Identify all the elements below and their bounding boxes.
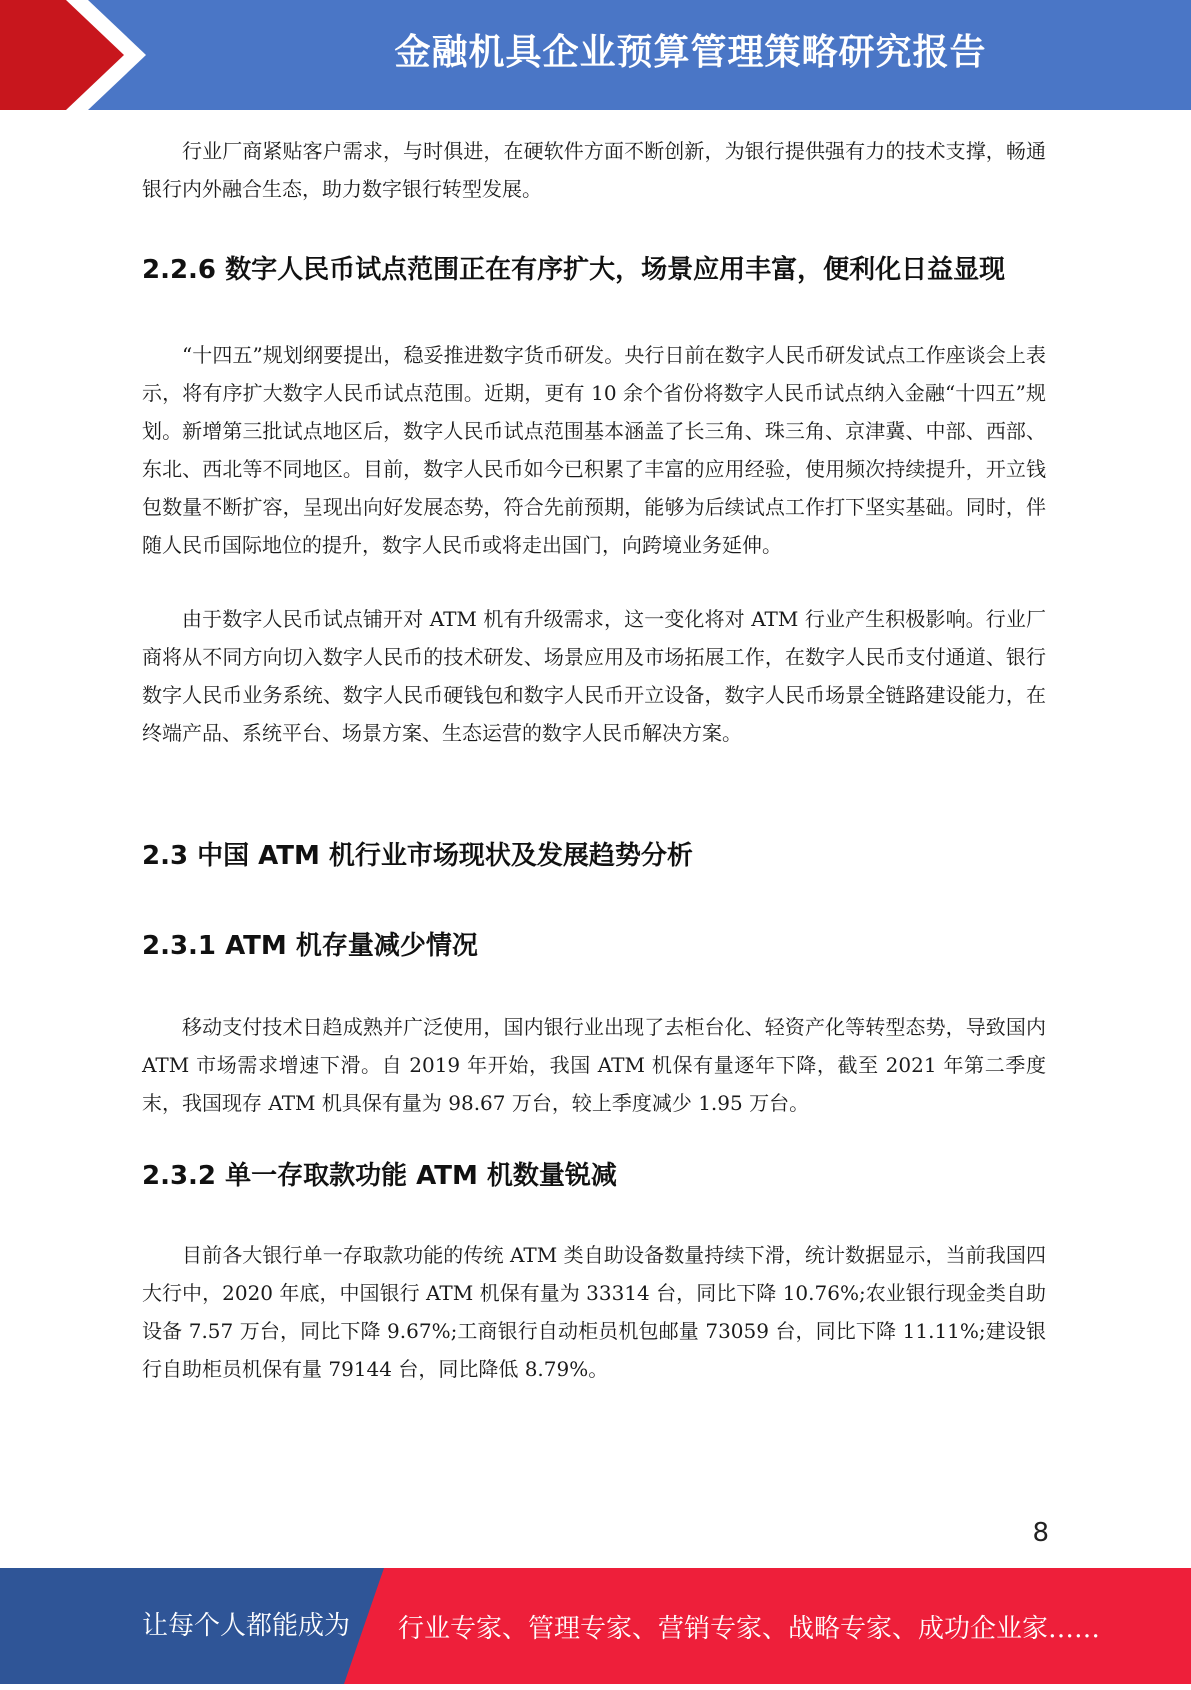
footer-slogan-right: 行业专家、管理专家、营销专家、战略专家、成功企业家…… (398, 1614, 1101, 1644)
section-2-2-6-paragraph-1: “十四五”规划纲要提出，稳妥推进数字货币研发。央行日前在数字人民币研发试点工作座谈会上表示，将有序扩大数字人民币试点范围。近期，更有 10 余个省份将数字人民币试点纳入金融“十四五”规划。新增第三批试点地区后，数字人民币试点范围基本涵盖了长三角、珠三角、京津冀、中部、西部、东北、西北等不同地区。目前，数字人民币如今已积累了丰富的应用经验，使用频次持续提升，开立钱包数量不断扩容，呈现出向好发展态势，符合先前预期，能够为后续试点工作打下坚实基础。同时，伴随人民币国际地位的提升，数字人民币或将走出国门，向跨境业务延伸。 (142, 343, 1046, 557)
section-2-3-1-paragraph: 移动支付技术日趋成熟并广泛使用，国内银行业出现了去柜台化、轻资产化等转型态势，导致国内 ATM 市场需求增速下滑。自 2019 年开始，我国 ATM 机保有量逐年下降，截至 2021 年第二季度末，我国现存 ATM 机具保有量为 98.67 万台，较上季度减少 1.95 万台。 (142, 1015, 1046, 1115)
page-header (0, 0, 1191, 110)
section-heading-2-3-2: 2.3.2 单一存取款功能 ATM 机数量锐减 (142, 1161, 617, 1191)
section-heading-2-3-1: 2.3.1 ATM 机存量减少情况 (142, 931, 478, 961)
section-2-3-2-paragraph: 目前各大银行单一存取款功能的传统 ATM 类自助设备数量持续下滑，统计数据显示，当前我国四大行中，2020 年底，中国银行 ATM 机保有量为 33314 台，同比下降 10.76%;农业银行现金类自助设备 7.57 万台，同比下降 9.67%;工商银行自动柜员机包邮量 73059 台，同比下降 11.11%;建设银行自助柜员机保有量 79144 台，同比降低 8.79%。 (142, 1243, 1046, 1381)
document-title: 金融机具企业预算管理策略研究报告 (394, 32, 987, 73)
page-number: 8 (1032, 1518, 1049, 1548)
section-heading-2-3: 2.3 中国 ATM 机行业市场现状及发展趋势分析 (142, 841, 693, 871)
footer-slogan-left: 让每个人都能成为 (142, 1611, 351, 1641)
section-heading-2-2-6: 2.2.6 数字人民币试点范围正在有序扩大，场景应用丰富，便利化日益显现 (142, 255, 1006, 285)
page-content (142, 132, 1046, 1388)
section-2-2-6-paragraph-2: 由于数字人民币试点铺开对 ATM 机有升级需求，这一变化将对 ATM 行业产生积极影响。行业厂商将从不同方向切入数字人民币的技术研发、场景应用及市场拓展工作，在数字人民币支付通道、银行数字人民币业务系统、数字人民币硬钱包和数字人民币开立设备，数字人民币场景全链路建设能力，在终端产品、系统平台、场景方案、生态运营的数字人民币解决方案。 (142, 607, 1046, 745)
intro-paragraph: 行业厂商紧贴客户需求，与时俱进，在硬软件方面不断创新，为银行提供强有力的技术支撑，畅通银行内外融合生态，助力数字银行转型发展。 (142, 139, 1046, 201)
page-footer (0, 1568, 1191, 1684)
